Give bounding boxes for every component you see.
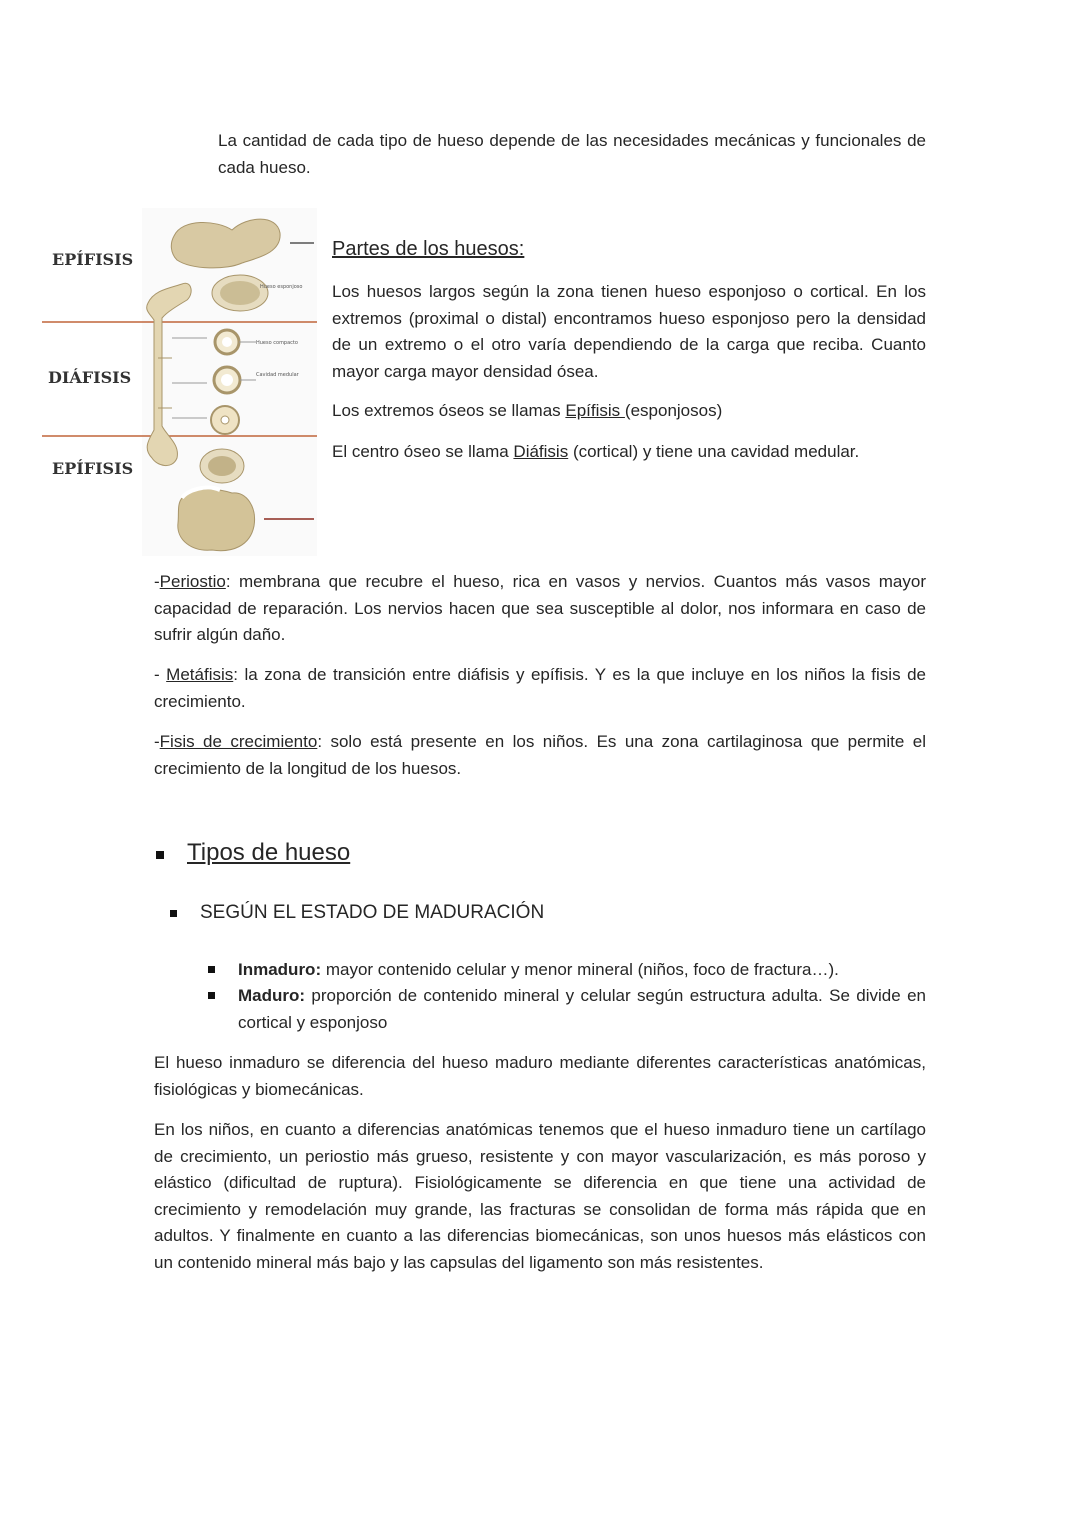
subsection-title: SEGÚN EL ESTADO DE MADURACIÓN (200, 902, 545, 923)
term-epifisis: Epífisis (565, 401, 625, 420)
list-bullet-2 (208, 992, 215, 999)
parts-heading: Partes de los huesos: (332, 238, 525, 260)
term-periostio: Periostio (159, 572, 226, 591)
section-title: Tipos de hueso (187, 839, 351, 866)
callout-compacto: Hueso compacto (256, 340, 298, 346)
definition-periostio: -Periostio: membrana que recubre el hueso, rica en vasos y nervios. Cuantos más vasos mayor capacidad de reparación. Los nervios hacen que sea susceptible al dolor, nos informara en caso de sufrir algún daño. (154, 572, 926, 644)
parts-paragraph-2: Los extremos óseos se llamas Epífisis (esponjosos) (332, 401, 723, 420)
definition-metafisis: - Metáfisis: la zona de transición entre diáfisis y epífisis. Y es la que incluye en los niños la fisis de crecimiento. (154, 665, 926, 711)
label-diafisis: DIÁFISIS (48, 368, 132, 387)
term-fisis: Fisis de crecimiento (159, 732, 318, 751)
subsection-bullet (170, 910, 177, 917)
intro-paragraph: La cantidad de cada tipo de hueso depende de las necesidades mecánicas y funcionales de cada hueso. (218, 131, 926, 177)
parts-paragraph-3: El centro óseo se llama Diáfisis (cortical) y tiene una cavidad medular. (332, 442, 860, 461)
callout-esponjoso: Hueso esponjoso (260, 284, 303, 290)
section-paragraph-1: El hueso inmaduro se diferencia del hueso maduro mediante diferentes características anatómicas, fisiológicas y biomecánicas. (154, 1053, 926, 1099)
term-metafisis: Metáfisis (166, 665, 234, 684)
list-bullet-1 (208, 966, 215, 973)
label-epifisis-top: EPÍFISIS (52, 250, 134, 269)
term-diafisis: Diáfisis (513, 442, 569, 461)
list-item-maduro: Maduro: proporción de contenido mineral y celular según estructura adulta. Se divide en cortical y esponjoso (238, 986, 926, 1032)
section-paragraph-2: En los niños, en cuanto a diferencias anatómicas tenemos que el hueso inmaduro tiene un cartílago de crecimiento, un periostio más grueso, resistente y con mayor vascularización, es más poroso y elástico (dificultad de ruptura). Fisiológicamente se diferencia en que tiene una actividad de crecimiento y remodelación muy grande, las fracturas se consolidan de forma más rápida que en adultos. Y finalmente en cuanto a las diferencias biomecánicas, son unos huesos más elásticos con un contenido mineral más bajo y las capsulas del ligamento son más resistentes. (154, 1120, 926, 1272)
parts-paragraph-1: Los huesos largos según la zona tienen hueso esponjoso o cortical. En los extremos (proximal o distal) encontramos hueso esponjoso pero la densidad de un extremo o el otro varía dependiendo de la carga que reciba. Cuanto mayor carga mayor densidad ósea. (332, 282, 926, 381)
section-bullet (156, 851, 164, 859)
definition-fisis: -Fisis de crecimiento: solo está presente en los niños. Es una zona cartilaginosa que permite el crecimiento de la longitud de los huesos. (154, 732, 926, 778)
list-item-inmaduro: Inmaduro: mayor contenido celular y menor mineral (niños, foco de fractura…). (238, 960, 839, 979)
label-epifisis-bottom: EPÍFISIS (52, 459, 134, 478)
callout-medular: Cavidad medular (256, 372, 299, 378)
bone-anatomy-figure (42, 208, 322, 558)
